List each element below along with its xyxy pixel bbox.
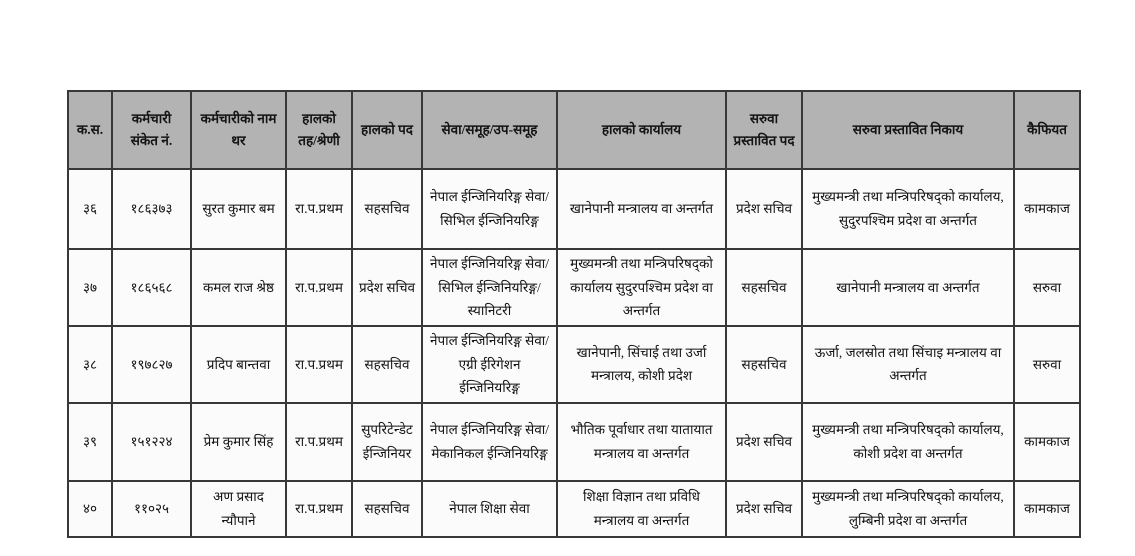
table-cell: मुख्यमन्त्री तथा मन्त्रिपरिषद्को कार्यालय, कोशी प्रदेश वा अन्तर्गत [802, 403, 1014, 481]
table-cell: कामकाज [1014, 169, 1080, 249]
table-row [68, 403, 1080, 481]
table-cell: १८६५६८ [112, 249, 191, 326]
table-row [68, 169, 1080, 249]
table-cell: सहसचिव [352, 169, 422, 249]
employee-transfer-table [67, 90, 1081, 538]
table-cell: नेपाल ईन्जिनियरिङ्ग सेवा/सिभिल ईन्जिनियरिङ्ग [422, 169, 557, 249]
table-cell: ३७ [68, 249, 112, 326]
table-cell: प्रदेश सचिव [352, 249, 422, 326]
table-cell: सहसचिव [352, 481, 422, 537]
table-cell: कामकाज [1014, 481, 1080, 537]
header-employee-code: कर्मचारी संकेत नं. [112, 91, 191, 169]
table-cell: नेपाल शिक्षा सेवा [422, 481, 557, 537]
table-cell: खानेपानी मन्त्रालय वा अन्तर्गत [802, 249, 1014, 326]
header-remarks: कैफियत [1014, 91, 1080, 169]
table-row [68, 326, 1080, 403]
table-cell: रा.प.प्रथम [286, 169, 352, 249]
table-cell: सुरत कुमार बम [191, 169, 286, 249]
header-serial-no: क.स. [68, 91, 112, 169]
table-cell: भौतिक पूर्वाधार तथा यातायात मन्त्रालय वा अन्तर्गत [557, 403, 726, 481]
table-cell: रा.प.प्रथम [286, 249, 352, 326]
table-cell: प्रदेश सचिव [726, 403, 802, 481]
table-cell: प्रेम कुमार सिंह [191, 403, 286, 481]
table-cell: ४० [68, 481, 112, 537]
table-row [68, 249, 1080, 326]
table-cell: शिक्षा विज्ञान तथा प्रविधि मन्त्रालय वा अन्तर्गत [557, 481, 726, 537]
table-cell: १५१२२४ [112, 403, 191, 481]
table-cell: ३६ [68, 169, 112, 249]
table-cell: प्रदेश सचिव [726, 481, 802, 537]
table-cell: मुख्यमन्त्री तथा मन्त्रिपरिषद्को कार्यालय सुदुरपश्चिम प्रदेश वा अन्तर्गत [557, 249, 726, 326]
table-cell: खानेपानी मन्त्रालय वा अन्तर्गत [557, 169, 726, 249]
table-cell: सहसचिव [726, 249, 802, 326]
table-cell: १९७८२७ [112, 326, 191, 403]
table-cell: कमल राज श्रेष्ठ [191, 249, 286, 326]
table-cell: ११०२५ [112, 481, 191, 537]
table-header-row [68, 91, 1080, 169]
table-cell: प्रदेश सचिव [726, 169, 802, 249]
table-cell: ३८ [68, 326, 112, 403]
header-proposed-body: सरुवा प्रस्तावित निकाय [802, 91, 1014, 169]
table-cell: ऊर्जा, जलस्रोत तथा सिंचाइ मन्त्रालय वा अन्तर्गत [802, 326, 1014, 403]
table-cell: रा.प.प्रथम [286, 403, 352, 481]
table-cell: नेपाल ईन्जिनियरिङ्ग सेवा/मेकानिकल ईन्जिनियरिङ्ग [422, 403, 557, 481]
table-cell: ३९ [68, 403, 112, 481]
header-employee-name: कर्मचारीको नाम थर [191, 91, 286, 169]
table-cell: प्रदिप बान्तवा [191, 326, 286, 403]
header-current-level: हालको तह/श्रेणी [286, 91, 352, 169]
transfer-table-container [67, 90, 1079, 538]
table-cell: सहसचिव [352, 326, 422, 403]
header-service-group: सेवा/समूह/उप-समूह [422, 91, 557, 169]
table-body [68, 169, 1080, 537]
table-cell: नेपाल ईन्जिनियरिङ्ग सेवा/एग्री ईरिगेशन ईन्जिनियरिङ्ग [422, 326, 557, 403]
table-cell: १८६३७३ [112, 169, 191, 249]
table-cell: खानेपानी, सिंचाई तथा उर्जा मन्त्रालय, कोशी प्रदेश [557, 326, 726, 403]
table-cell: सुपरिटेन्डेट ईन्जिनियर [352, 403, 422, 481]
header-proposed-post: सरुवा प्रस्तावित पद [726, 91, 802, 169]
table-header [68, 91, 1080, 169]
table-cell: कामकाज [1014, 403, 1080, 481]
table-cell: सरुवा [1014, 249, 1080, 326]
table-cell: सरुवा [1014, 326, 1080, 403]
table-cell: नेपाल ईन्जिनियरिङ्ग सेवा/सिभिल ईन्जिनियरिङ्ग/स्यानिटरी [422, 249, 557, 326]
table-cell: रा.प.प्रथम [286, 481, 352, 537]
table-cell: अण प्रसाद न्यौपाने [191, 481, 286, 537]
table-cell: रा.प.प्रथम [286, 326, 352, 403]
table-cell: मुख्यमन्त्री तथा मन्त्रिपरिषद्को कार्यालय, लुम्बिनी प्रदेश वा अन्तर्गत [802, 481, 1014, 537]
header-current-office: हालको कार्यालय [557, 91, 726, 169]
header-current-post: हालको पद [352, 91, 422, 169]
table-cell: मुख्यमन्त्री तथा मन्त्रिपरिषद्को कार्यालय, सुदुरपश्चिम प्रदेश वा अन्तर्गत [802, 169, 1014, 249]
table-row [68, 481, 1080, 537]
table-cell: सहसचिव [726, 326, 802, 403]
